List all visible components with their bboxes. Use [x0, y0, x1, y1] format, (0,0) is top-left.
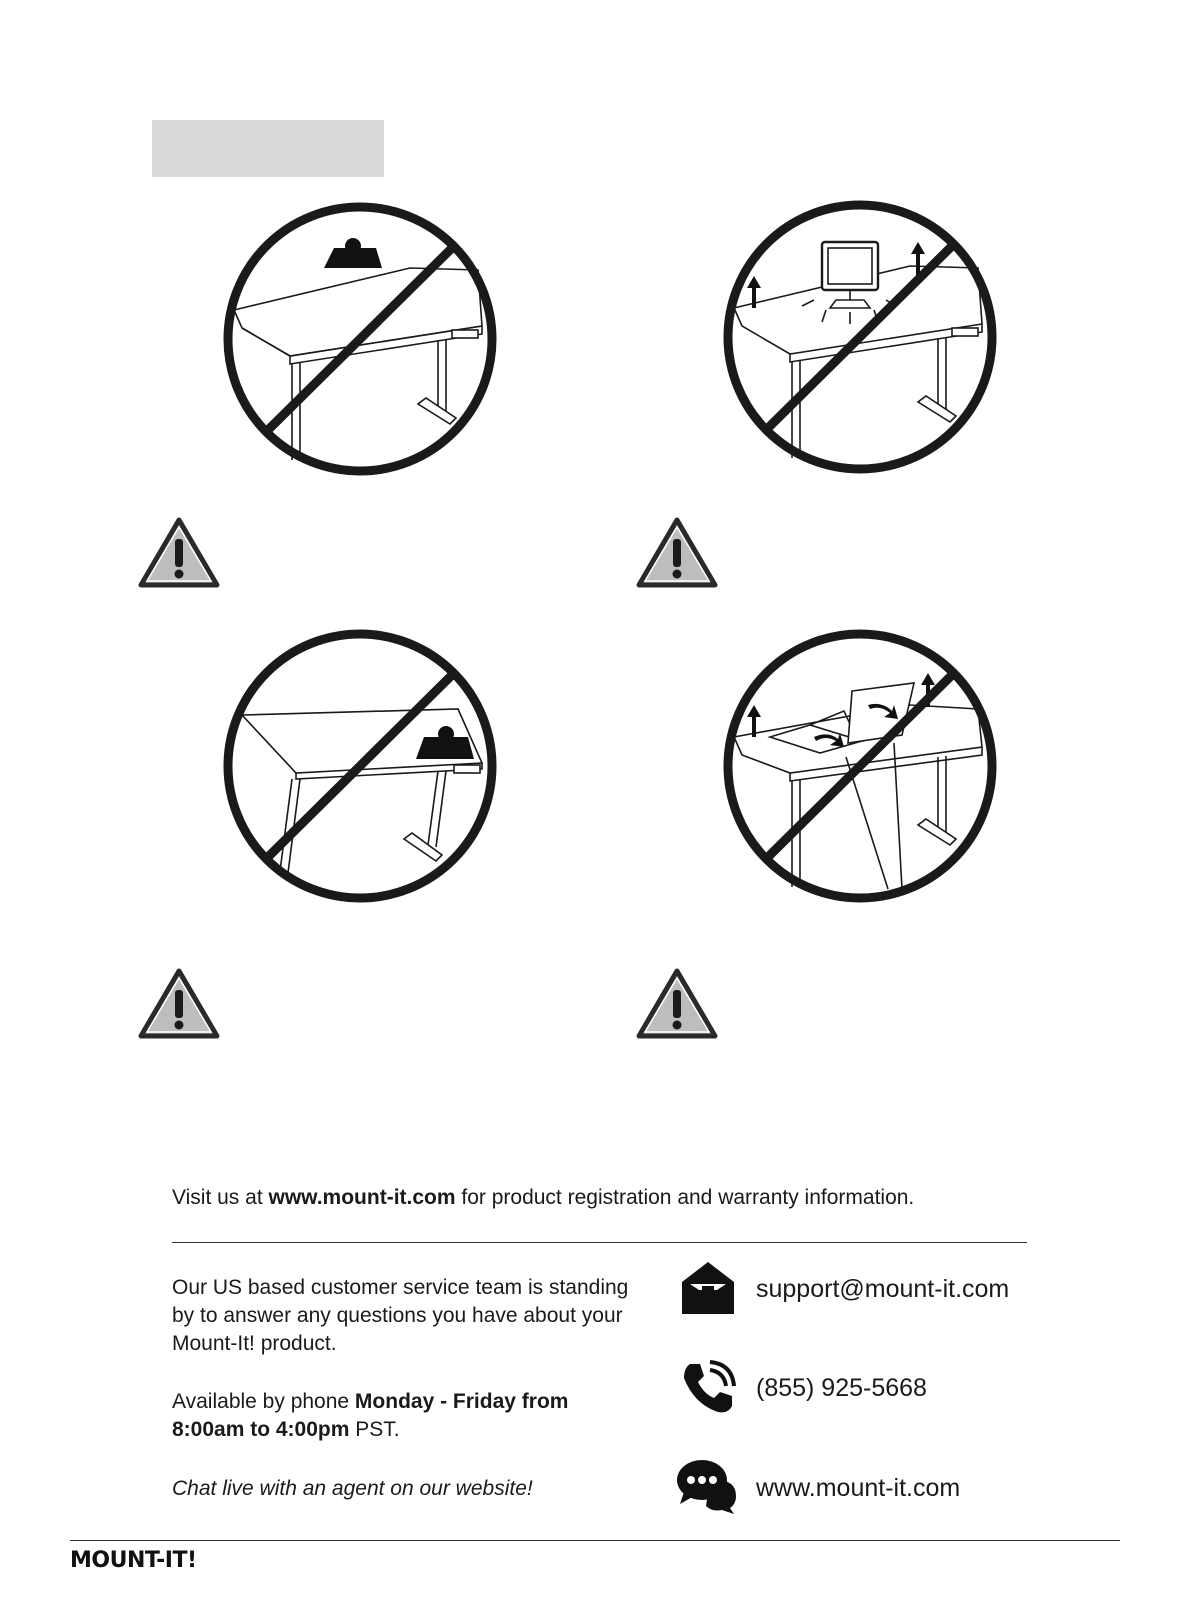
- visit-prefix: Visit us at: [172, 1186, 269, 1209]
- chat-text: Chat live with an agent on our website!: [172, 1477, 533, 1500]
- envelope-icon: [680, 1260, 736, 1316]
- availability-prefix: Available by phone: [172, 1390, 355, 1413]
- warning-icon: [138, 968, 220, 1040]
- bottom-divider: [70, 1540, 1120, 1541]
- warning-icon: [138, 517, 220, 589]
- availability-hours: Monday - Friday from 8:00am to 4:00pm: [172, 1390, 569, 1441]
- prohibited-lift-desk-icon: [720, 196, 1000, 478]
- footer-divider: [172, 1242, 1027, 1243]
- website-url[interactable]: www.mount-it.com: [756, 1474, 961, 1502]
- support-email[interactable]: support@mount-it.com: [756, 1275, 1010, 1303]
- visit-suffix: for product registration and warranty information.: [455, 1186, 915, 1209]
- visit-line: [172, 1186, 914, 1210]
- service-paragraph: Our US based customer service team is standing by to answer any questions you have about your Mount-It! product.: [172, 1276, 629, 1355]
- website-link[interactable]: www.mount-it.com: [268, 1186, 456, 1209]
- phone-icon: [680, 1360, 736, 1416]
- prohibited-tilt-desk-icon: [720, 625, 1000, 907]
- availability-suffix: PST.: [349, 1418, 400, 1441]
- chat-bubbles-icon: [676, 1458, 738, 1514]
- phone-number[interactable]: (855) 925-5668: [756, 1374, 927, 1402]
- prohibited-edge-weight-icon: [220, 625, 500, 907]
- availability-paragraph: [172, 1388, 642, 1444]
- prohibited-heavy-weight-icon: [220, 198, 500, 480]
- chat-paragraph: [172, 1475, 642, 1503]
- brand-logo: MOUNT-IT!: [70, 1548, 197, 1573]
- warning-icon: [636, 517, 718, 589]
- section-header-box: [152, 120, 384, 177]
- warning-icon: [636, 968, 718, 1040]
